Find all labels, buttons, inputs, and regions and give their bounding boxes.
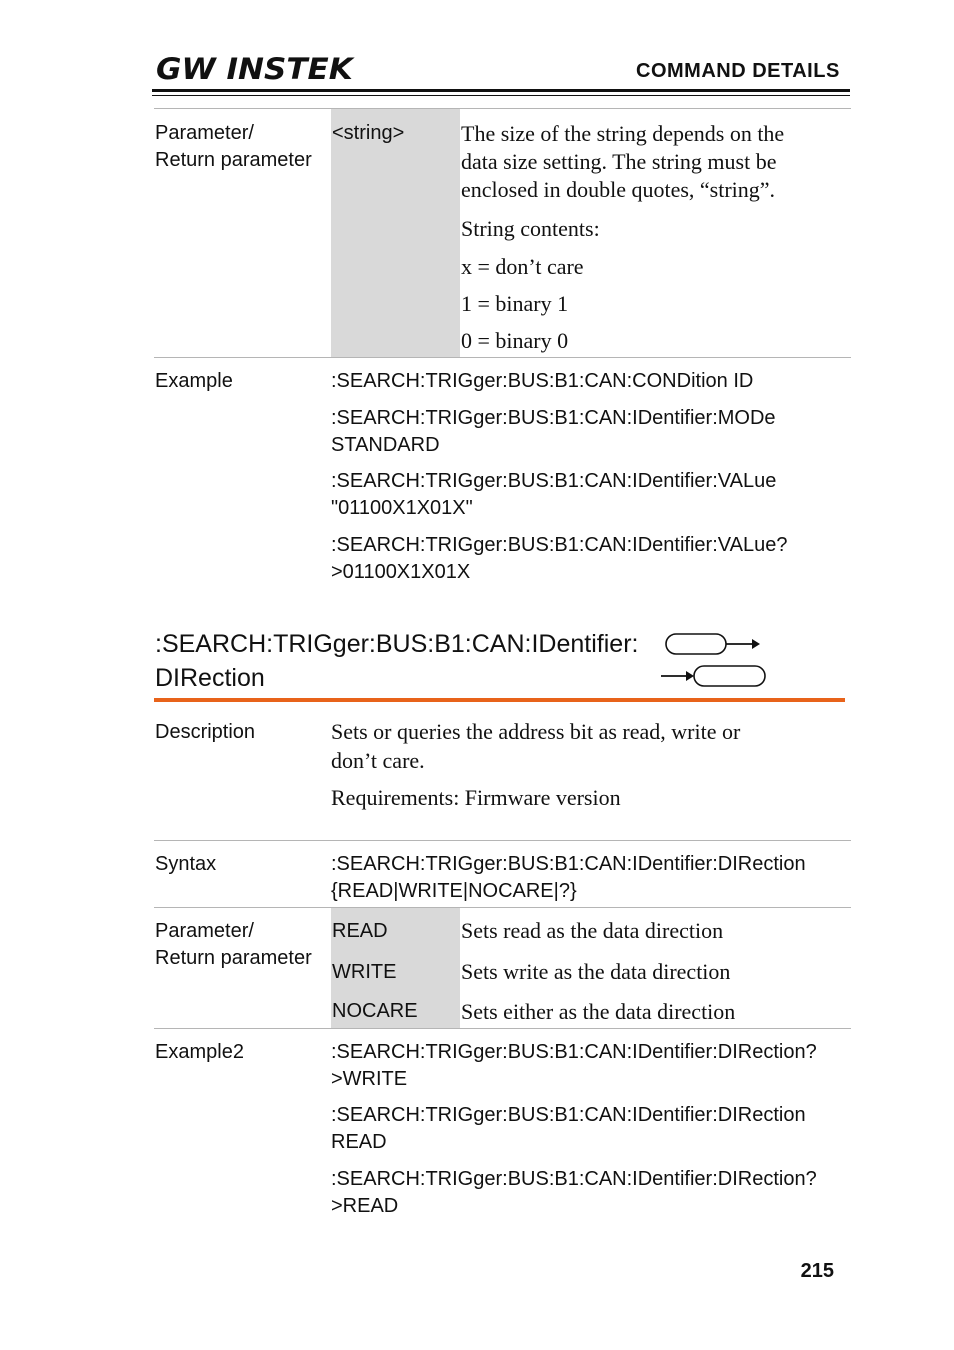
example-line: :SEARCH:TRIGger:BUS:B1:CAN:IDentifier:DIRection? bbox=[331, 1168, 817, 1190]
example-line: :SEARCH:TRIGger:BUS:B1:CAN:IDentifier:DIRection bbox=[331, 1104, 806, 1126]
syntax-line: {READ|WRITE|NOCARE|?} bbox=[331, 880, 577, 902]
param-name: WRITE bbox=[332, 961, 397, 983]
page-number: 215 bbox=[800, 1260, 834, 1282]
query-arrow-icon bbox=[660, 662, 770, 692]
param-label: Parameter/ bbox=[155, 122, 254, 144]
param-name: READ bbox=[332, 920, 388, 942]
command-title-line2: DIRection bbox=[155, 664, 265, 692]
param-name: <string> bbox=[332, 122, 405, 144]
table-row-rule bbox=[154, 357, 851, 358]
param-desc: The size of the string depends on the bbox=[461, 121, 785, 146]
example-line: "01100X1X01X" bbox=[331, 497, 473, 519]
brand-logo: GW INSTEK bbox=[156, 52, 353, 86]
syntax-label: Syntax bbox=[155, 853, 217, 875]
description-text: don’t care. bbox=[331, 748, 425, 773]
param-label-line2: Return parameter bbox=[155, 947, 312, 969]
description-label: Description bbox=[155, 721, 256, 743]
param-desc: data size setting. The string must be bbox=[461, 149, 777, 174]
command-title-line1: :SEARCH:TRIGger:BUS:B1:CAN:IDentifier: bbox=[155, 630, 639, 658]
example-line: STANDARD bbox=[331, 434, 440, 456]
example-line: >WRITE bbox=[331, 1068, 408, 1090]
example-line: :SEARCH:TRIGger:BUS:B1:CAN:IDentifier:MODe bbox=[331, 407, 776, 429]
example-line: >READ bbox=[331, 1195, 399, 1217]
string-content-item: 1 = binary 1 bbox=[461, 291, 569, 316]
table-row-rule bbox=[154, 1028, 851, 1029]
table-top-rule bbox=[154, 108, 851, 109]
example-line: :SEARCH:TRIGger:BUS:B1:CAN:IDentifier:VALue bbox=[331, 470, 777, 492]
example-label: Example bbox=[155, 370, 233, 392]
param-desc: enclosed in double quotes, “string”. bbox=[461, 177, 776, 202]
requirements-text: Requirements: Firmware version bbox=[331, 785, 621, 810]
table-row-rule bbox=[154, 840, 851, 841]
description-text: Sets or queries the address bit as read, write or bbox=[331, 719, 741, 744]
header-rule bbox=[152, 89, 850, 92]
param-name: NOCARE bbox=[332, 1000, 418, 1022]
param-label-line2: Return parameter bbox=[155, 149, 312, 171]
example-line: >01100X1X01X bbox=[331, 561, 471, 583]
param-label: Parameter/ bbox=[155, 920, 254, 942]
param-desc: Sets write as the data direction bbox=[461, 959, 731, 984]
section-title: COMMAND DETAILS bbox=[636, 60, 840, 82]
string-content-item: x = don’t care bbox=[461, 254, 584, 279]
example-line: :SEARCH:TRIGger:BUS:B1:CAN:CONDition ID bbox=[331, 370, 754, 392]
string-content-item: 0 = binary 0 bbox=[461, 328, 569, 353]
example-label: Example2 bbox=[155, 1041, 244, 1063]
example-line: :SEARCH:TRIGger:BUS:B1:CAN:IDentifier:VALue? bbox=[331, 534, 788, 556]
command-title bbox=[155, 627, 655, 695]
example-line: READ bbox=[331, 1131, 387, 1153]
table-row-rule bbox=[154, 907, 851, 908]
example-line: :SEARCH:TRIGger:BUS:B1:CAN:IDentifier:DIRection? bbox=[331, 1041, 817, 1063]
syntax-line: :SEARCH:TRIGger:BUS:B1:CAN:IDentifier:DIRection bbox=[331, 853, 806, 875]
string-contents-title: String contents: bbox=[461, 216, 600, 241]
command-rule bbox=[154, 698, 845, 702]
param-desc: Sets read as the data direction bbox=[461, 918, 724, 943]
header-rule-thin bbox=[152, 95, 850, 96]
param-desc: Sets either as the data direction bbox=[461, 999, 736, 1024]
